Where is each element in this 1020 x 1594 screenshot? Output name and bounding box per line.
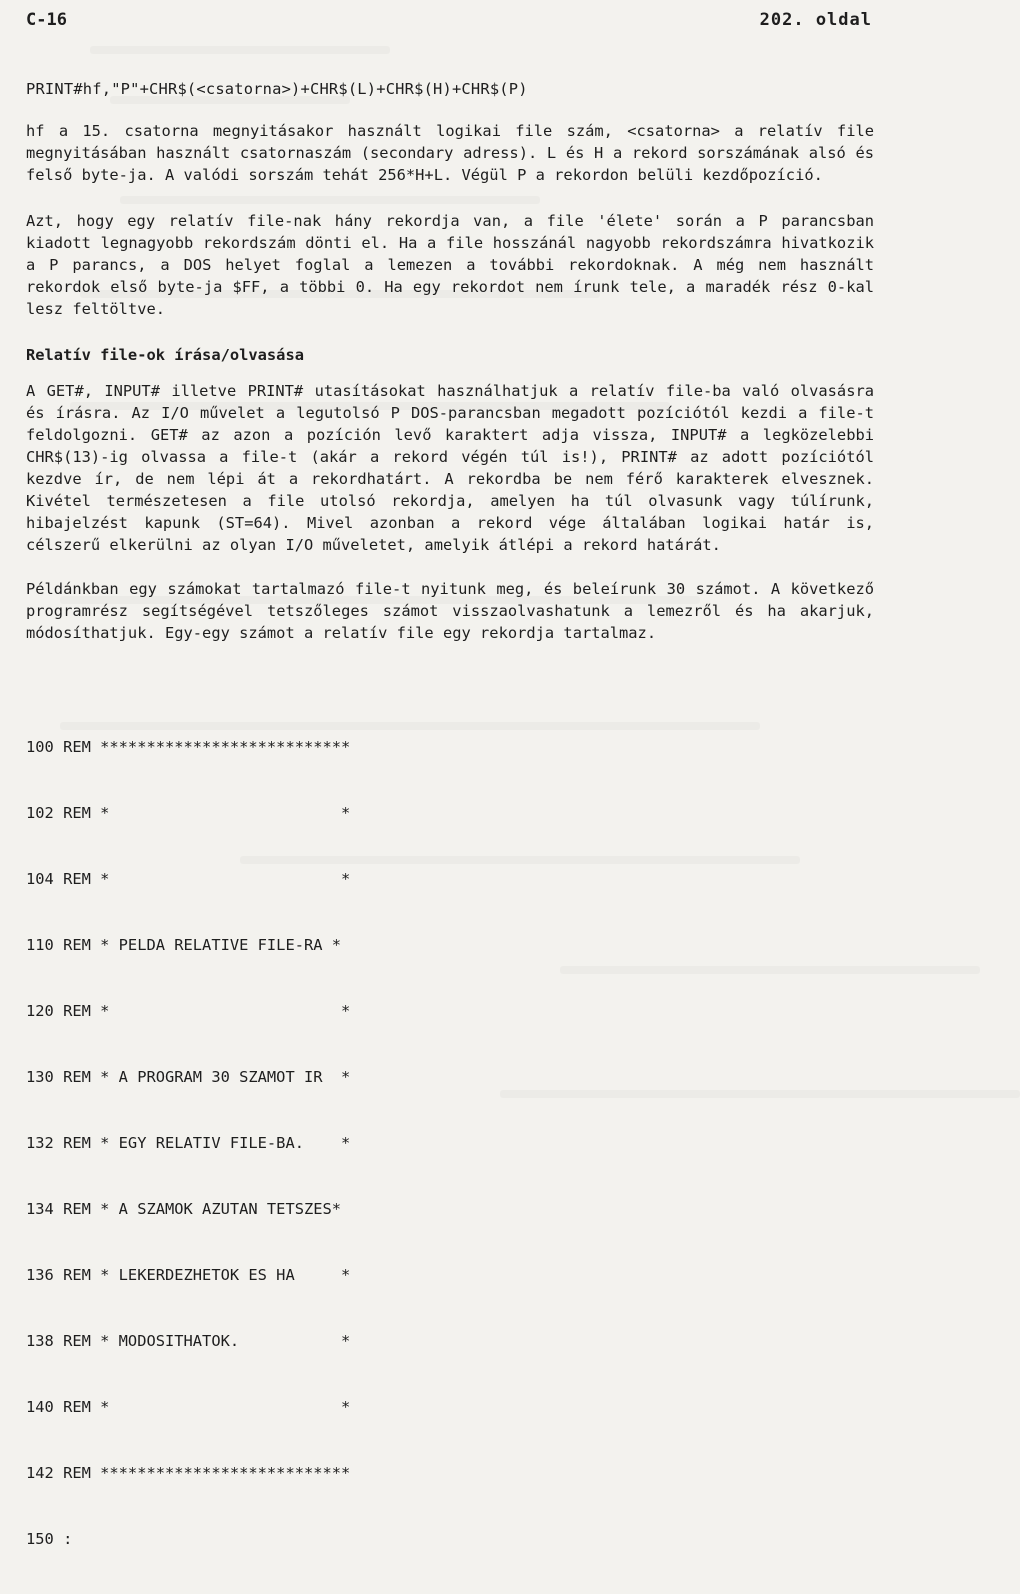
- section-label: C-16: [26, 10, 67, 30]
- page-header: [26, 10, 872, 34]
- listing-line: 136 REM * LEKERDEZHETOK ES HA *: [26, 1266, 351, 1284]
- paragraph-example-intro: Példánkban egy számokat tartalmazó file-t nyitunk meg, és beleírunk 30 számot. A következő programrész segítségével tetszőleges számot visszaolvashatunk a lemezről és ha akarjuk, módosíthatjuk. Egy-egy számot a relatív file egy rekordja tartalmaz.: [26, 580, 874, 642]
- listing-line: 104 REM * *: [26, 870, 351, 888]
- listing-line: 110 REM * PELDA RELATIVE FILE-RA *: [26, 936, 342, 954]
- basic-program-listing: [26, 692, 874, 1594]
- listing-line: 140 REM * *: [26, 1398, 351, 1416]
- page-number: 202. oldal: [759, 10, 872, 30]
- listing-line: 130 REM * A PROGRAM 30 SZAMOT IR *: [26, 1068, 351, 1086]
- listing-line: 150 :: [26, 1530, 73, 1548]
- listing-line: 132 REM * EGY RELATIV FILE-BA. *: [26, 1134, 351, 1152]
- paragraph-record-count: Azt, hogy egy relatív file-nak hány rekordja van, a file 'élete' során a P parancsban kiadott legnagyobb rekordszám dönti el. Ha a file hosszánál nagyobb rekordszámra hivatkozik a P parancs, a DOS helyet foglal a lemezen a további rekordoknak. A még nem használt rekordok első byte-ja $FF, a többi 0. Ha egy rekordot nem írunk tele, a maradék rész 0-kal lesz feltöltve.: [26, 212, 874, 318]
- listing-line: 100 REM ***************************: [26, 738, 351, 756]
- listing-line: 142 REM ***************************: [26, 1464, 351, 1482]
- listing-line: 138 REM * MODOSITHATOK. *: [26, 1332, 351, 1350]
- page-body: [26, 78, 874, 1594]
- print-command-syntax: PRINT#hf,"P"+CHR$(<csatorna>)+CHR$(L)+CHR$(H)+CHR$(P): [26, 80, 528, 98]
- listing-line: 134 REM * A SZAMOK AZUTAN TETSZES*: [26, 1200, 342, 1218]
- paragraph-read-write: A GET#, INPUT# illetve PRINT# utasításokat használhatjuk a relatív file-ba való olvasásra és írásra. Az I/O művelet a legutolsó P DOS-parancsban megadott pozíciótól kezdi a file-t feldolgozni. GET# az azon a pozíción levő karaktert adja vissza, INPUT# a legközelebbi CHR$(13)-ig olvassa a file-t (akár a rekord végén túl is!), PRINT# az adott pozíciótól kezdve ír, de nem lépi át a rekordhatárt. A rekordba be nem férő karakterek elvesznek. Kivétel természetesen a file utolsó rekordja, amelyen ha túl olvasunk vagy túlírunk, hibajelzést kapunk (ST=64). Mivel azonban a rekord vége általában logikai határ is, célszerű elkerülni az olyan I/O műveletet, amelyik átlépi a rekord határát.: [26, 382, 874, 554]
- paragraph-parameters: hf a 15. csatorna megnyitásakor használt logikai file szám, <csatorna> a relatív file megnyitásában használt csatornaszám (secondary adress). L és H a rekord sorszámának alsó és felső byte-ja. A valódi sorszám tehát 256*H+L. Végül P a rekordon belüli kezdőpozíció.: [26, 122, 874, 184]
- section-heading: Relatív file-ok írása/olvasása: [26, 346, 304, 364]
- listing-line: 120 REM * *: [26, 1002, 351, 1020]
- listing-line: 102 REM * *: [26, 804, 351, 822]
